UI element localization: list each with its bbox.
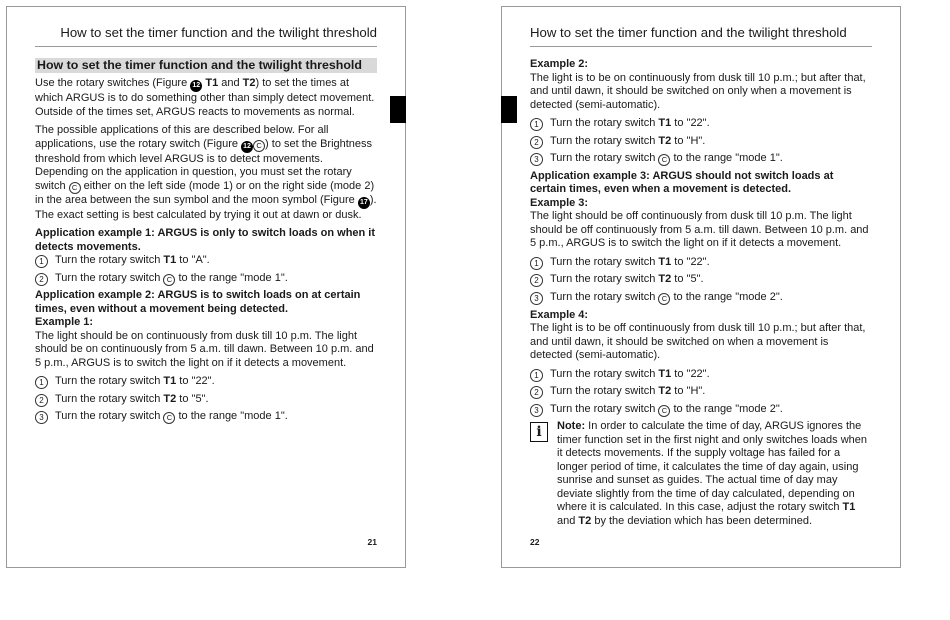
figure-12-ref: 12: [190, 80, 202, 92]
app1-step: 2 Turn the rotary switch C to the range "mode 1".: [35, 272, 377, 286]
example-3-title: Example 3:: [530, 196, 589, 209]
page-22-content: [530, 25, 872, 528]
example-2-step: 3 Turn the rotary switch C to the range "mode 1".: [530, 152, 872, 166]
app3-heading: Application example 3: ARGUS should not switch loads at certain times, even when a movement is detected.: [530, 169, 834, 196]
app2-heading: Application example 2: ARGUS is to switch loads on at certain times, even without a movement being detected.: [35, 289, 361, 315]
running-head: How to set the timer function and the twilight threshold: [35, 25, 377, 47]
page-22: [501, 6, 901, 568]
example-2-step: 2 Turn the rotary switch T2 to "H".: [530, 135, 872, 149]
example-4-step: 3 Turn the rotary switch C to the range "mode 2".: [530, 403, 872, 417]
example-1-step: 3 Turn the rotary switch C to the range "mode 1".: [35, 410, 377, 424]
figure-17-ref: 17: [358, 197, 370, 209]
example-3-step: 2 Turn the rotary switch T2 to "5".: [530, 273, 872, 287]
thumb-index-tab: [501, 96, 517, 123]
example-3-step: 1 Turn the rotary switch T1 to "22".: [530, 256, 872, 270]
example-2-text: The light is to be on continuously from dusk till 10 p.m.; but after that, and until dawn, it should be switched on only when a movement is detected (semi-automatic).: [530, 71, 866, 111]
example-1-title: Example 1:: [35, 316, 94, 329]
app1-step: 1 Turn the rotary switch T1 to "A".: [35, 254, 377, 268]
example-4-text: The light is to be off continuously from dusk till 10 p.m.; but after that, and until dawn, it should be switched on when a movement is detected (semi-automatic).: [530, 322, 866, 362]
example-4-step: 1 Turn the rotary switch T1 to "22".: [530, 368, 872, 382]
example-4-step: 2 Turn the rotary switch T2 to "H".: [530, 385, 872, 399]
switch-c-mark: C: [253, 140, 265, 152]
intro-paragraph: Use the rotary switches (Figure 12 T1 and T2) to set the times at which ARGUS is to do something other than simply detect movement. Outside of the times set, ARGUS reacts to movements as normal.: [35, 77, 375, 118]
example-4-title: Example 4:: [530, 308, 589, 321]
example-3-step: 3 Turn the rotary switch C to the range "mode 2".: [530, 291, 872, 305]
example-1-step: 1 Turn the rotary switch T1 to "22".: [35, 375, 377, 389]
figure-12-ref: 12: [241, 141, 253, 153]
page-21-content: [35, 25, 377, 428]
example-2-title: Example 2:: [530, 58, 589, 70]
app1-heading: Application example 1: ARGUS is only to switch loads on when it detects movements.: [35, 227, 376, 253]
example-1-text: The light should be on continuously from dusk till 10 p.m. The light should be on continuously from 5 a.m. till dawn. Between 10 p.m. and 5 p.m., ARGUS is to switch the light on if it detects a movement.: [35, 329, 374, 369]
note-block: [530, 420, 872, 528]
example-2-step: 1 Turn the rotary switch T1 to "22".: [530, 117, 872, 131]
page-21: [6, 6, 406, 568]
note-text: Note: In order to calculate the time of day, ARGUS ignores the timer function set in the first night and only switches loads when it detects movements. If the supply voltage has failed for a longer period of time, it calculates the time of day again, using sunrise and sunset as guides. The actual time of day may deviate slightly from the time of day calculated, depending on where it is calculated. In this case, adjust the rotary switch T1 and T2 by the deviation which has been determined.: [557, 420, 867, 527]
switch-c-mark: C: [69, 182, 81, 194]
possible-applications-paragraph: The possible applications of this are described below. For all applications, use the rotary switch (Figure 12 C ) to set the Brightness threshold from which level ARGUS is to detect movements. Depending on the application in question, you must set the rotary switch C either on the left side (mode 1) or on the right side (mode 2) in the area between the sun symbol and the moon symbol (Figure 17 ). The exact setting is best calculated by trying it out at dawn or dusk.: [35, 124, 377, 221]
page-number: 21: [367, 537, 377, 547]
section-title: How to set the timer function and the twilight threshold: [35, 58, 377, 73]
example-1-step: 2 Turn the rotary switch T2 to "5".: [35, 393, 377, 407]
running-head: How to set the timer function and the twilight threshold: [530, 25, 872, 47]
page-number: 22: [530, 537, 540, 547]
info-icon: i: [530, 422, 548, 442]
thumb-index-tab: [390, 96, 406, 123]
example-3-text: The light should be off continuously from dusk till 10 p.m. The light should be off continuously from 5 a.m. till dawn. Between 10 p.m. and 5 p.m., ARGUS is to switch the light on if it detects a movement.: [530, 210, 869, 250]
